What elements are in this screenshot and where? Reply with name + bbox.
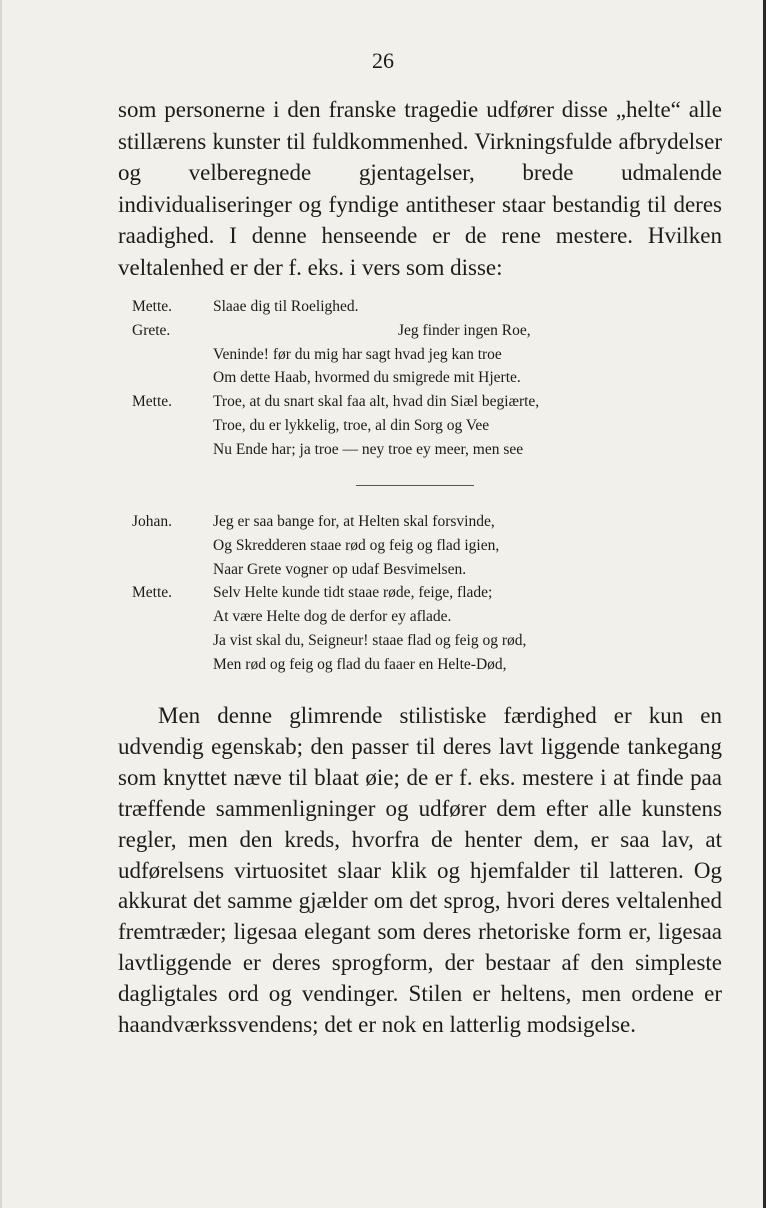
- verse-speaker: [132, 653, 213, 677]
- verse-line: [132, 366, 692, 390]
- verse-line: [132, 558, 692, 582]
- verse-line: [132, 653, 692, 677]
- verse-speaker: Grete.: [132, 321, 171, 339]
- verse-speaker: [132, 629, 213, 653]
- verse-line: [132, 510, 692, 534]
- verse-speaker: Mette.: [132, 584, 173, 602]
- verse-text: Selv Helte kunde tidt staae røde, feige, flade;: [213, 584, 493, 602]
- verse-speaker: [132, 534, 213, 558]
- verse-text: Ja vist skal du, Seigneur! staae flad og feig og rød,: [213, 631, 527, 649]
- verse-text: Naar Grete vogner op udaf Besvimelsen.: [213, 560, 467, 578]
- verse-speaker: Johan.: [132, 513, 173, 530]
- verse-speaker: [132, 558, 213, 582]
- verse-text: Troe, at du snart skal faa alt, hvad din Siæl begiærte,: [213, 393, 540, 411]
- verse-text: Nu Ende har; ja troe — ney troe ey meer, men see: [213, 440, 524, 458]
- page-number: 26: [372, 48, 394, 73]
- verse-text: Men rød og feig og flad du faaer en Helte-Død,: [213, 655, 507, 673]
- verse-block-2: [132, 510, 692, 677]
- verse-speaker: Mette.: [132, 298, 173, 315]
- verse-line: [132, 414, 692, 438]
- verse-line: [132, 390, 692, 414]
- verse-speaker: [132, 343, 213, 367]
- verse-speaker: [132, 438, 213, 462]
- paragraph-commentary-text: Men denne glimrende stilistiske færdighed er kun en udvendig egenskab; den passer til deres lavt liggende tankegang som knyttet næve til blaat øie; de er f. eks. mestere i at finde paa træffende sammenligninger og udfører dem efter alle kunstens regler, men den kreds, hvorfra de henter dem, er saa lav, at udførelsens virtuositet slaar klik og hjemfalder til latteren. Og akkurat det samme gjælder om det sprog, hvori deres veltalenhed fremtræder; ligesaa elegant som deres rhetoriske form er, ligesaa lavtliggende er deres sprogform, der bestaar af den simpleste dagligtales ord og vendinger. Stilen er heltens, men ordene er haandværkssvendens; det er nok en latterlig modsigelse.: [118, 703, 722, 1038]
- section-divider: [356, 485, 474, 486]
- verse-text: Troe, du er lykkelig, troe, al din Sorg og Vee: [213, 416, 490, 434]
- verse-line: [132, 319, 692, 343]
- paragraph-intro-text: som personerne i den franske tragedie udfører disse „helte“ alle stillærens kunster til fuldkommenhed. Virkningsfulde afbrydelser og velberegnede gjentagelser, brede udmalende individualiseringer og fyndige antitheser staar bestandig til deres raadighed. I denne henseende er de rene mestere. Hvilken veltalenhed er der f. eks. i vers som disse:: [118, 97, 722, 280]
- verse-speaker: [132, 366, 213, 390]
- verse-text: At være Helte dog de derfor ey aflade.: [213, 608, 452, 626]
- verse-text: Jeg finder ingen Roe,: [398, 321, 531, 339]
- verse-speaker: Mette.: [132, 393, 173, 411]
- page-left-edge: [0, 0, 2, 1208]
- verse-line: [132, 295, 692, 319]
- paragraph-commentary: [118, 701, 722, 1041]
- paragraph-intro: [118, 94, 722, 284]
- verse-text: Jeg er saa bange for, at Helten skal forsvinde,: [213, 513, 495, 530]
- verse-line: [132, 343, 692, 367]
- verse-text: Veninde! før du mig har sagt hvad jeg kan troe: [213, 345, 502, 363]
- verse-text: Om dette Haab, hvormed du smigrede mit Hjerte.: [213, 369, 521, 387]
- verse-text: Slaae dig til Roelighed.: [213, 298, 359, 315]
- verse-line: [132, 605, 692, 629]
- verse-line: [132, 438, 692, 462]
- verse-block-1: [132, 295, 692, 462]
- verse-line: [132, 534, 692, 558]
- verse-speaker: [132, 605, 213, 629]
- verse-line: [132, 629, 692, 653]
- verse-speaker: [132, 414, 213, 438]
- verse-line: [132, 581, 692, 605]
- verse-text: Og Skredderen staae rød og feig og flad igien,: [213, 536, 500, 554]
